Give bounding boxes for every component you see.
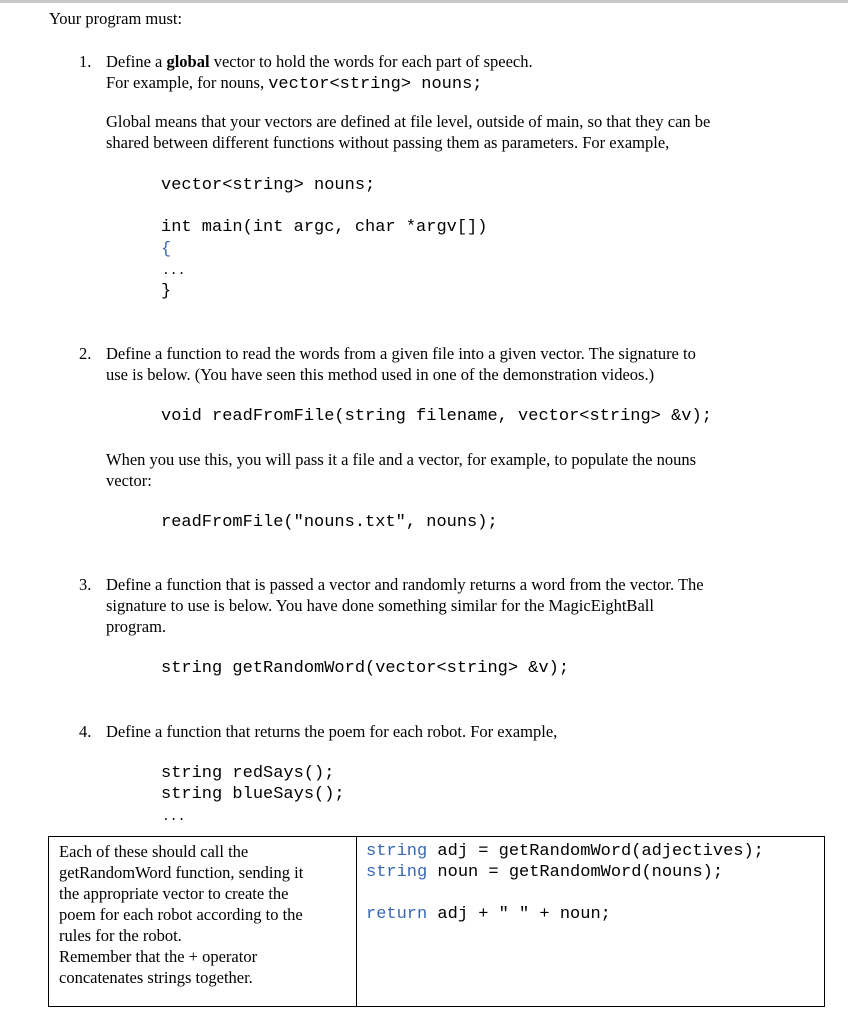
code-readfromfile-signature: void readFromFile(string filename, vector<string> &v); bbox=[161, 407, 712, 426]
item-4-number: 4. bbox=[79, 722, 92, 741]
item-3-line: Define a function that is passed a vector and randomly returns a word from the vector. The bbox=[106, 575, 704, 594]
code-bluesays: string blueSays(); bbox=[161, 785, 345, 804]
item-1-paragraph-line: Global means that your vectors are defined at file level, outside of main, so that they can be bbox=[106, 112, 711, 131]
code-text: noun = getRandomWord(nouns); bbox=[427, 863, 724, 882]
code-text: adj = getRandomWord(adjectives); bbox=[427, 842, 764, 861]
item-2-line: use is below. (You have seen this method used in one of the demonstration videos.) bbox=[106, 365, 655, 384]
code-keyword: string bbox=[366, 863, 428, 882]
example-table bbox=[48, 836, 825, 1007]
item-1-number: 1. bbox=[79, 52, 92, 71]
item-4-line: Define a function that returns the poem for each robot. For example, bbox=[106, 722, 558, 741]
item-1-bold-word: global bbox=[166, 52, 210, 71]
table-note-line: poem for each robot according to the bbox=[59, 905, 303, 924]
item-3-line: program. bbox=[106, 617, 167, 636]
item-1-text-pre: Define a bbox=[106, 52, 167, 71]
item-2-line: Define a function to read the words from a given file into a given vector. The signature to bbox=[106, 344, 696, 363]
item-3-line: signature to use is below. You have done something similar for the MagicEightBall bbox=[106, 596, 654, 615]
code-getrandomword-signature: string getRandomWord(vector<string> &v); bbox=[161, 659, 570, 678]
code-main-signature: int main(int argc, char *argv[]) bbox=[161, 218, 488, 237]
item-2-paragraph-line: vector: bbox=[106, 471, 152, 490]
code-close-brace: } bbox=[161, 282, 172, 301]
intro-text: Your program must: bbox=[49, 9, 183, 28]
code-keyword: string bbox=[366, 842, 428, 861]
item-1-example-text: For example, for nouns, bbox=[106, 73, 269, 92]
item-1-paragraph-line: shared between different functions without passing them as parameters. For example, bbox=[106, 133, 670, 152]
code-ellipsis: ... bbox=[162, 809, 186, 824]
table-note-line: rules for the robot. bbox=[59, 926, 182, 945]
code-global-decl: vector<string> nouns; bbox=[161, 176, 376, 195]
item-1-line-1 bbox=[106, 51, 533, 72]
item-3-number: 3. bbox=[79, 575, 92, 594]
code-text: adj + " " + noun; bbox=[427, 905, 611, 924]
table-note-line: Remember that the + operator bbox=[59, 947, 258, 966]
item-1-text-post: vector to hold the words for each part of speech. bbox=[209, 52, 533, 71]
item-1-line-2 bbox=[106, 72, 482, 95]
table-note-line: Each of these should call the bbox=[59, 842, 249, 861]
item-2-paragraph-line: When you use this, you will pass it a file and a vector, for example, to populate the nouns bbox=[106, 450, 696, 469]
table-note-line: getRandomWord function, sending it bbox=[59, 863, 304, 882]
table-code-line-noun bbox=[366, 862, 723, 883]
code-ellipsis: ... bbox=[162, 263, 186, 278]
table-note-line: the appropriate vector to create the bbox=[59, 884, 289, 903]
code-readfromfile-call: readFromFile("nouns.txt", nouns); bbox=[161, 513, 498, 532]
code-open-brace: { bbox=[161, 240, 172, 259]
table-code-line-adj bbox=[366, 841, 764, 862]
code-keyword: return bbox=[366, 905, 428, 924]
top-border bbox=[0, 0, 848, 3]
table-code-line-return bbox=[366, 904, 611, 925]
code-redsays: string redSays(); bbox=[161, 764, 335, 783]
table-divider bbox=[356, 837, 357, 1006]
table-note-line: concatenates strings together. bbox=[59, 968, 253, 987]
item-1-example-code: vector<string> nouns; bbox=[268, 75, 483, 94]
item-2-number: 2. bbox=[79, 344, 92, 363]
table-note bbox=[59, 841, 303, 988]
